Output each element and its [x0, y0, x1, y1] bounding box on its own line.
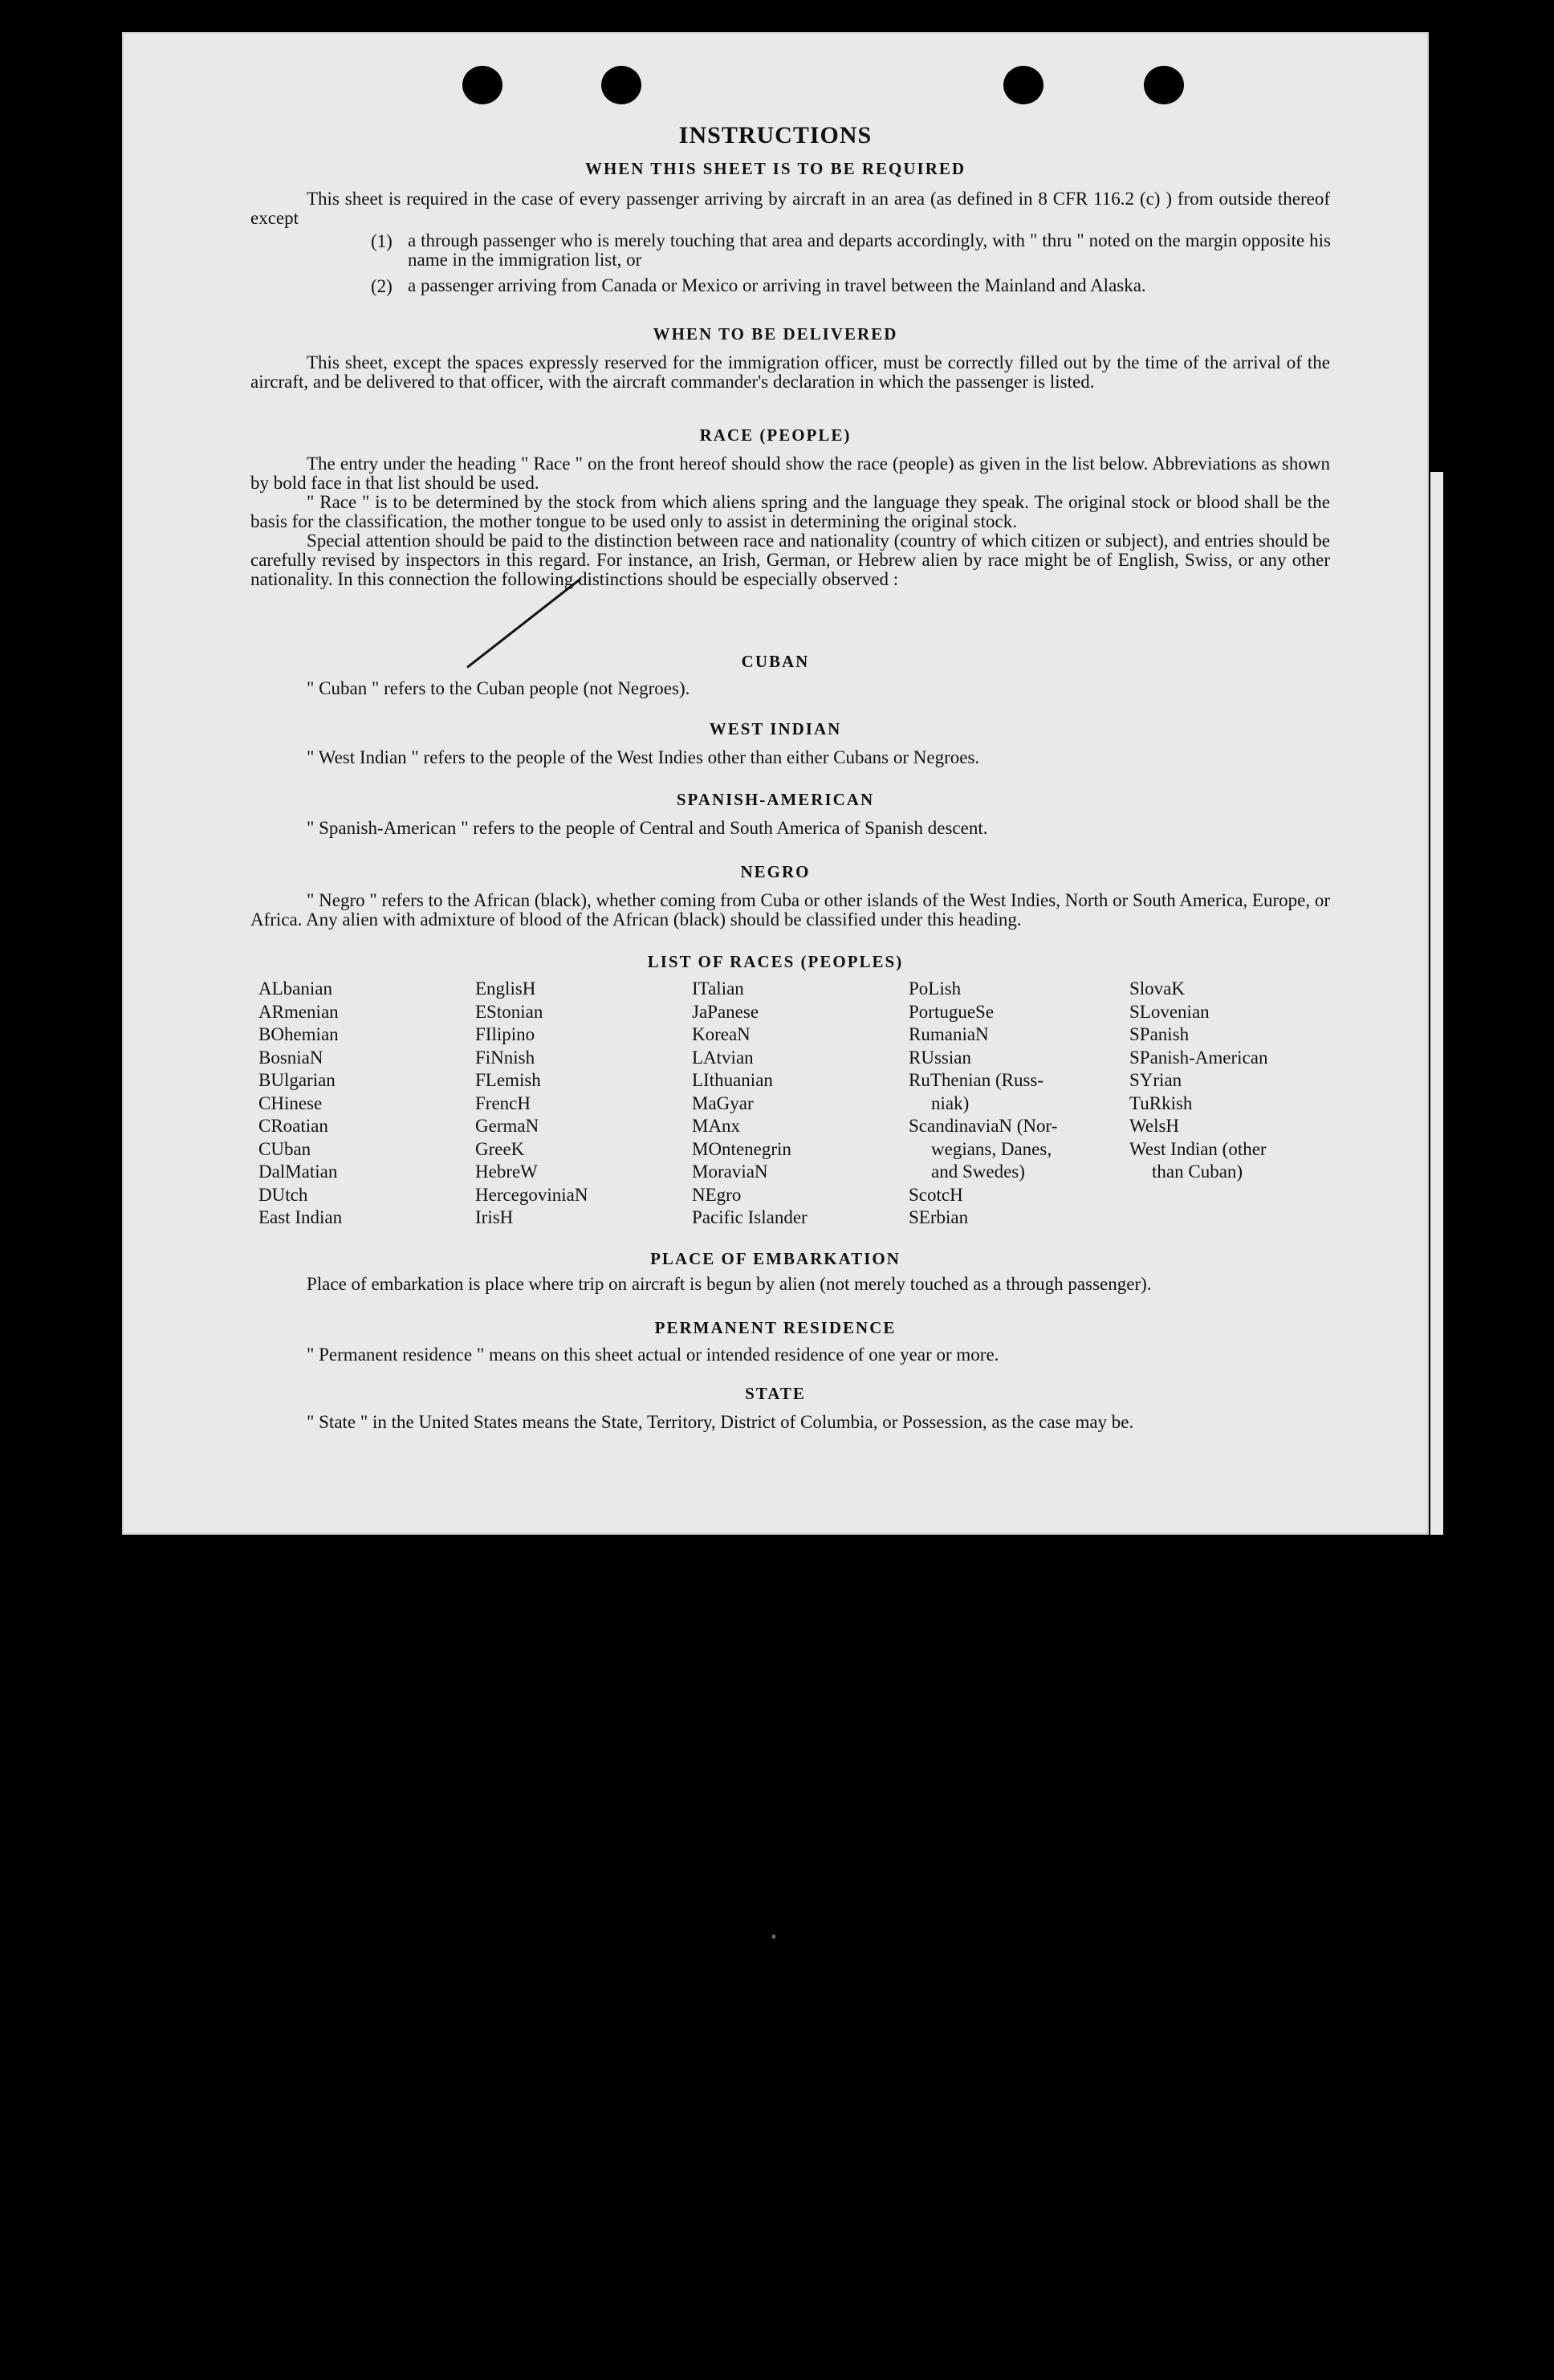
list-item: DalMatian: [258, 1162, 338, 1182]
list-item: ITalian: [692, 978, 744, 999]
paragraph: This sheet is required in the case of every passenger arriving by aircraft in an area (as defined in 8 CFR 116.2 (c) ) from outside thereof except: [250, 189, 1330, 228]
list-item: KoreaN: [692, 1024, 751, 1044]
list-number: (1): [371, 231, 393, 251]
punch-hole-icon: [601, 66, 641, 104]
section-text: [250, 1345, 1330, 1365]
list-item: FLemish: [475, 1070, 541, 1090]
section-heading: PERMANENT RESIDENCE: [654, 1318, 897, 1337]
section-heading: WHEN THIS SHEET IS TO BE REQUIRED: [584, 159, 966, 178]
section-text: [250, 1413, 1330, 1432]
section-text: [250, 819, 1330, 838]
punch-hole-icon: [1003, 66, 1043, 104]
sheet-edge: [1430, 472, 1443, 1535]
list-item: SPanish-American: [1129, 1047, 1268, 1068]
list-item: DUtch: [258, 1184, 308, 1205]
paragraph: This sheet, except the spaces expressly reserved for the immigration officer, must be correctly filled out by the time of the arrival of the aircraft, and be delivered to that officer, with the aircraft commander's declaration in which the passenger is listed.: [250, 352, 1330, 392]
list-item: MaGyar: [692, 1092, 754, 1113]
list-item: JaPanese: [692, 1001, 759, 1022]
punch-hole-icon: [462, 66, 502, 104]
list-number: (2): [371, 276, 393, 296]
list-item: [408, 276, 1331, 295]
paragraph: " Race " is to be determined by the stock from which aliens spring and the language they speak. The original stock or blood shall be the basis for the classification, the mother tongue to be used only to assist in determining the original stock.: [250, 492, 1330, 531]
list-item: MAnx: [692, 1116, 741, 1136]
document-title: INSTRUCTIONS: [678, 122, 873, 148]
list-item: TuRkish: [1129, 1092, 1193, 1113]
list-item: FiNnish: [475, 1047, 535, 1068]
paragraph: Special attention should be paid to the distinction between race and nationality (country of which citizen or subject), and entries should be carefully revised by inspectors in this regard. For instance, an Irish, German, or Hebrew alien by race might be of English, Swiss, or any other nationality. In this connection the following distinctions should be especially observed :: [250, 531, 1330, 589]
list-item: EnglisH: [475, 978, 536, 999]
section-heading: WEST INDIAN: [709, 719, 842, 738]
list-item: MOntenegrin: [692, 1138, 791, 1159]
list-item: and Swedes): [931, 1162, 1025, 1182]
list-item: East Indian: [258, 1207, 343, 1227]
list-item-text: a through passenger who is merely touching that area and departs accordingly, with " thru " noted on the margin opposite his name in the immigration list, or: [408, 230, 1331, 270]
list-item-text: a passenger arriving from Canada or Mexico or arriving in travel between the Mainland and Alaska.: [408, 275, 1146, 295]
section-heading: NEGRO: [740, 862, 811, 881]
list-item: than Cuban): [1152, 1162, 1243, 1182]
section-text: [250, 679, 1330, 698]
list-item: SlovaK: [1129, 978, 1185, 999]
races-column: [692, 978, 808, 1230]
list-item: FIlipino: [475, 1024, 535, 1044]
list-item: PoLish: [909, 978, 962, 999]
list-item: SLovenian: [1129, 1001, 1210, 1022]
list-item: wegians, Danes,: [931, 1138, 1052, 1159]
races-column: [258, 978, 342, 1230]
list-item: LIthuanian: [692, 1070, 773, 1090]
paragraph: " Permanent residence " means on this sheet actual or intended residence of one year or more.: [307, 1345, 999, 1365]
list-item: CUban: [258, 1138, 311, 1159]
list-item: BOhemian: [258, 1024, 339, 1044]
paragraph: " West Indian " refers to the people of the West Indies other than either Cubans or Negroes.: [307, 747, 980, 767]
section-text: [250, 748, 1330, 767]
section-heading: STATE: [745, 1384, 806, 1403]
paragraph: " Cuban " refers to the Cuban people (not Negroes).: [307, 678, 690, 698]
list-item: CRoatian: [258, 1116, 328, 1136]
list-item: PortugueSe: [909, 1001, 995, 1022]
list-item: ScotcH: [909, 1184, 963, 1205]
list-item: SPanish: [1129, 1024, 1190, 1044]
paragraph: Place of embarkation is place where trip on aircraft is begun by alien (not merely touched as a through passenger).: [307, 1274, 1152, 1294]
section-text: [250, 454, 1330, 589]
scan-artifact: •: [771, 1926, 777, 1947]
section-heading: LIST OF RACES (PEOPLES): [647, 952, 904, 971]
section-heading: CUBAN: [741, 652, 810, 671]
list-item: GermaN: [475, 1116, 539, 1136]
list-item: HercegoviniaN: [475, 1184, 588, 1205]
list-item: FrencH: [475, 1092, 531, 1113]
races-column: [1129, 978, 1267, 1184]
list-item: SYrian: [1129, 1070, 1182, 1090]
section-heading: RACE (PEOPLE): [699, 425, 852, 445]
list-item: IrisH: [475, 1207, 514, 1227]
list-item: GreeK: [475, 1138, 525, 1159]
list-item: MoraviaN: [692, 1162, 768, 1182]
list-item: CHinese: [258, 1092, 323, 1113]
list-item: [408, 231, 1331, 270]
list-item: Pacific Islander: [692, 1207, 808, 1227]
list-item: LAtvian: [692, 1047, 754, 1068]
punch-hole-icon: [1144, 66, 1184, 104]
list-item: HebreW: [475, 1162, 538, 1182]
section-heading: SPANISH-AMERICAN: [676, 790, 875, 809]
races-column: [475, 978, 588, 1230]
list-item: ARmenian: [258, 1001, 339, 1022]
paragraph: " Negro " refers to the African (black), whether coming from Cuba or other islands of the West Indies, North or South America, Europe, or Africa. Any alien with admixture of blood of the African (black) should be classified under this heading.: [250, 890, 1330, 930]
section-text: [250, 1275, 1330, 1294]
section-heading: WHEN TO BE DELIVERED: [653, 324, 898, 344]
list-item: niak): [931, 1092, 970, 1113]
section-text: [250, 353, 1330, 392]
list-item: NEgro: [692, 1184, 742, 1205]
list-item: SErbian: [909, 1207, 969, 1227]
paragraph: " Spanish-American " refers to the people of Central and South America of Spanish descent.: [307, 818, 988, 838]
list-item: ALbanian: [258, 978, 332, 999]
paragraph: " State " in the United States means the State, Territory, District of Columbia, or Possession, as the case may be.: [307, 1412, 1134, 1432]
list-item: BUlgarian: [258, 1070, 336, 1090]
list-item: ScandinaviaN (Nor-: [909, 1116, 1058, 1136]
list-item: WelsH: [1129, 1116, 1180, 1136]
races-column: [909, 978, 1057, 1230]
section-text: [250, 189, 1330, 228]
list-item: West Indian (other: [1129, 1138, 1267, 1159]
section-heading: PLACE OF EMBARKATION: [650, 1249, 901, 1268]
list-item: BosniaN: [258, 1047, 323, 1068]
document-sheet: [122, 32, 1429, 1535]
list-item: RUssian: [909, 1047, 971, 1068]
list-item: RuThenian (Russ-: [909, 1070, 1044, 1090]
paragraph: The entry under the heading " Race " on the front hereof should show the race (people) as given in the list below. Abbreviations as shown by bold face in that list should be used.: [250, 454, 1330, 493]
list-item: RumaniaN: [909, 1024, 989, 1044]
list-item: EStonian: [475, 1001, 543, 1022]
section-text: [250, 891, 1330, 930]
